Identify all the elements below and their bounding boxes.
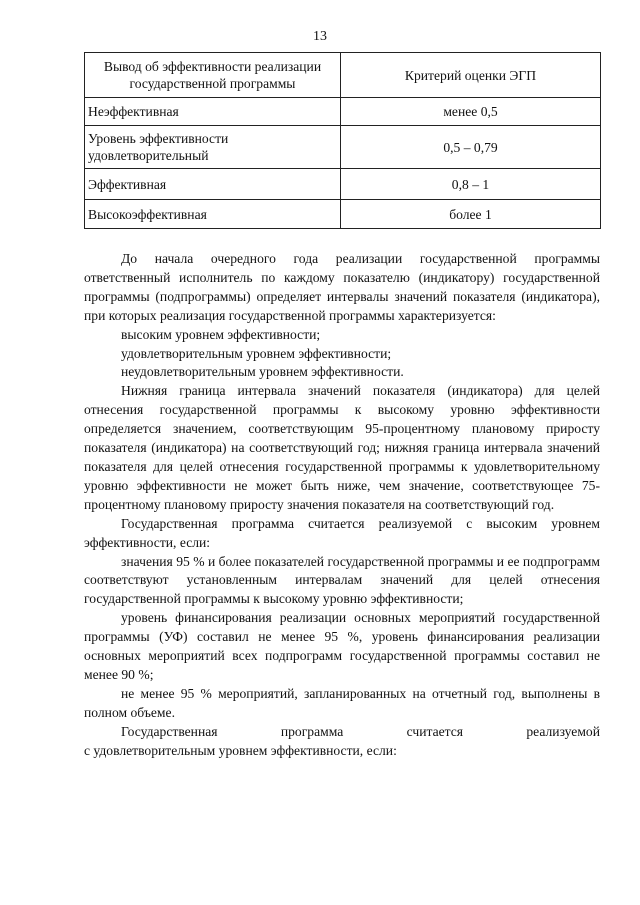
list-item: не менее 95 % мероприятий, запланированных на отчетный год, выполнены в полном объеме.	[84, 685, 600, 720]
paragraph: Нижняя граница интервала значений показателя (индикатора) для целей отнесения государственной программы к высокому уровню эффективности определяется значением, соответствующим 95-процентному плановому приросту показателя (индикатора) на соответствующий год; нижняя граница интервала значений показателя для целей отнесения государственной программы к удовлетворительному уровню эффективности не может быть ниже, чем значение, соответствующее 75-процентному плановому приросту значения показателя на соответствующий год.	[84, 383, 600, 512]
table-row	[85, 98, 601, 126]
paragraph: Государственная программа считается реализуемой с высоким уровнем эффективности, если:	[84, 515, 600, 550]
table-cell-criterion: более 1	[341, 200, 601, 229]
list-item: неудовлетворительным уровнем эффективности.	[121, 364, 404, 380]
table-cell-conclusion: Эффективная	[85, 169, 341, 200]
list-item: высоким уровнем эффективности;	[121, 326, 321, 342]
table-cell-criterion: менее 0,5	[341, 98, 601, 126]
table-cell-conclusion: Высокоэффективная	[85, 200, 341, 229]
table-row	[85, 126, 601, 169]
efficiency-criteria-table	[84, 52, 601, 229]
table-cell-conclusion: Уровень эффективности удовлетворительный	[85, 126, 341, 169]
table-cell-criterion: 0,8 – 1	[341, 169, 601, 200]
page-number: 13	[313, 29, 327, 44]
table-header-criterion: Критерий оценки ЭГП	[341, 53, 601, 98]
table-header-row	[85, 53, 601, 98]
paragraph-continuation: с удовлетворительным уровнем эффективности, если:	[84, 742, 397, 758]
table-cell-conclusion: Неэффективная	[85, 98, 341, 126]
paragraph: Государственная программа считается реализуемой	[121, 723, 600, 739]
list-item: значения 95 % и более показателей государственной программы и ее подпрограмм соответствуют установленным интервалам значений для целей отнесения государственной программы к высокому уровню эффективности;	[84, 553, 600, 607]
paragraph: До начала очередного года реализации государственной программы ответственный исполнитель по каждому показателю (индикатору) государственной программы (подпрограммы) определяет интервалы значений показателя (индикатора), при которых реализация государственной программы характеризуется:	[84, 251, 600, 323]
table-cell-criterion: 0,5 – 0,79	[341, 126, 601, 169]
table-row	[85, 169, 601, 200]
list-item: уровень финансирования реализации основных мероприятий государственной программы (УФ) составил не менее 95 %, уровень финансирования реализации основных мероприятий всех подпрограмм государственной программы составил не менее 90 %;	[84, 610, 600, 682]
body-text	[84, 250, 600, 760]
list-item: удовлетворительным уровнем эффективности;	[121, 345, 392, 361]
table-row	[85, 200, 601, 229]
table-header-conclusion: Вывод об эффективности реализации государственной программы	[85, 53, 341, 98]
